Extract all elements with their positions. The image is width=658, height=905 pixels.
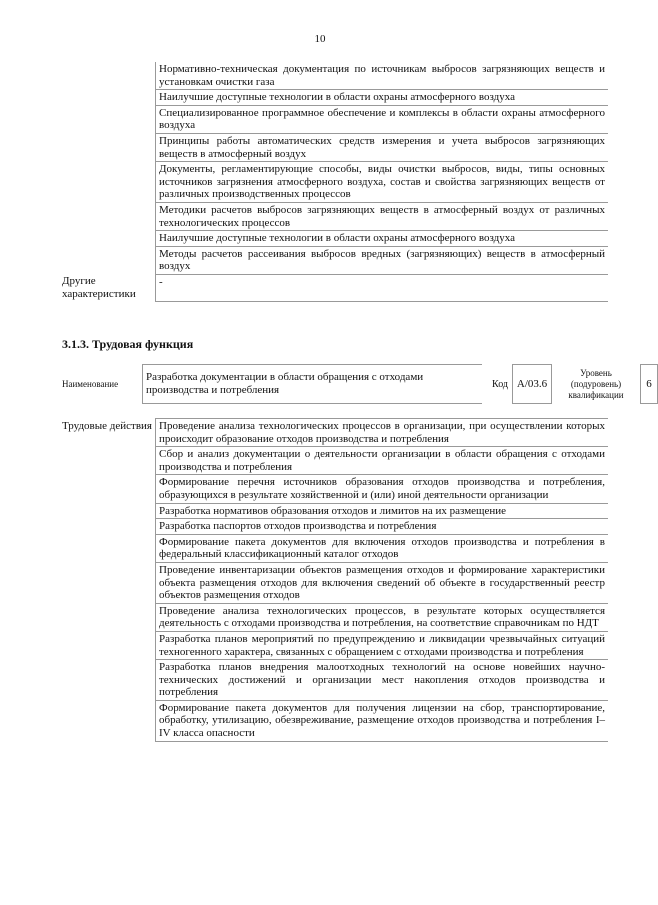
labor-action-item: Проведение анализа технологических процессов в организации, при осуществлении которых происходит образование отходов производства и потребления xyxy=(156,419,609,447)
other-characteristics-value: - xyxy=(156,274,609,301)
page-number: 10 xyxy=(314,33,326,45)
labor-action-item: Формирование пакета документов для включения отходов производства и потребления в федеральный классификационный каталог отходов xyxy=(156,534,609,562)
knowledge-table xyxy=(62,62,608,302)
knowledge-item: Наилучшие доступные технологии в области охраны атмосферного воздуха xyxy=(156,231,609,247)
table-row xyxy=(62,62,608,90)
labor-action-item: Проведение анализа технологических процессов, в результате которых осуществляется деятельность с отходами производства и потребления, на соответствие справочникам по НДТ xyxy=(156,603,609,631)
labor-action-item: Разработка планов внедрения малоотходных технологий на основе новейших научно-технических достижений и организации мест накопления отходов производства и потребления xyxy=(156,660,609,701)
table-row xyxy=(62,419,608,447)
labor-action-item: Разработка планов мероприятий по предупреждению и ликвидации чрезвычайных ситуаций техногенного характера, связанных с обращением с отходами производства и потребления xyxy=(156,631,609,659)
knowledge-item: Документы, регламентирующие способы, виды очистки выбросов, виды, типы основных источников загрязнения атмосферного воздуха, состав и свойства загрязняющих веществ от различных производственных процессов xyxy=(156,162,609,203)
other-characteristics-label: Другие характеристики xyxy=(62,274,156,301)
table-row xyxy=(62,246,608,274)
level-label xyxy=(552,364,640,404)
table-row xyxy=(62,90,608,106)
table-row xyxy=(62,162,608,203)
level-value: 6 xyxy=(640,364,658,404)
level-label-line: Уровень xyxy=(580,367,612,378)
name-label: Наименование xyxy=(62,379,119,389)
level-label-line: квалификации xyxy=(568,389,624,400)
knowledge-item: Принципы работы автоматических средств измерения и учета выбросов загрязняющих веществ в атмосферный воздух xyxy=(156,133,609,161)
function-header xyxy=(62,364,652,404)
code-label: Код xyxy=(492,378,508,390)
table-row xyxy=(62,231,608,247)
table-row xyxy=(62,274,608,301)
labor-action-item: Разработка нормативов образования отходов и лимитов на их размещение xyxy=(156,503,609,519)
labor-action-item: Разработка паспортов отходов производства и потребления xyxy=(156,519,609,535)
labor-action-item: Формирование перечня источников образования отходов производства и потребления, образующихся в результате хозяйственной и (или) иной деятельности организации xyxy=(156,475,609,503)
table-row xyxy=(62,105,608,133)
labor-actions-table xyxy=(62,418,608,742)
table-row xyxy=(62,133,608,161)
knowledge-item: Наилучшие доступные технологии в области охраны атмосферного воздуха xyxy=(156,90,609,106)
labor-action-item: Сбор и анализ документации о деятельности организации в области обращения с отходами производства и потребления xyxy=(156,447,609,475)
labor-actions-label: Трудовые действия xyxy=(62,419,156,742)
knowledge-item: Специализированное программное обеспечение и комплексы в области охраны атмосферного воздуха xyxy=(156,105,609,133)
table-row xyxy=(62,202,608,230)
labor-action-item: Формирование пакета документов для получения лицензии на сбор, транспортирование, обработку, утилизацию, обезвреживание, размещение отходов производства и потребления I–IV класса опасности xyxy=(156,700,609,741)
section-heading: 3.1.3. Трудовая функция xyxy=(62,337,194,351)
code-value: А/03.6 xyxy=(512,364,552,404)
knowledge-item: Нормативно-техническая документация по источникам выбросов загрязняющих веществ и установкам очистки газа xyxy=(156,62,609,90)
labor-action-item: Проведение инвентаризации объектов размещения отходов и формирование характеристики объекта размещения отходов для включения сведений об объекте в государственный реестр объектов размещения отходов xyxy=(156,562,609,603)
knowledge-item: Методики расчетов выбросов загрязняющих веществ в атмосферный воздух от различных технологических процессов xyxy=(156,202,609,230)
level-label-line: (подуровень) xyxy=(570,378,622,389)
name-value: Разработка документации в области обращения с отходами производства и потребления xyxy=(142,364,482,404)
knowledge-item: Методы расчетов рассеивания выбросов вредных (загрязняющих) веществ в атмосферный воздух xyxy=(156,246,609,274)
